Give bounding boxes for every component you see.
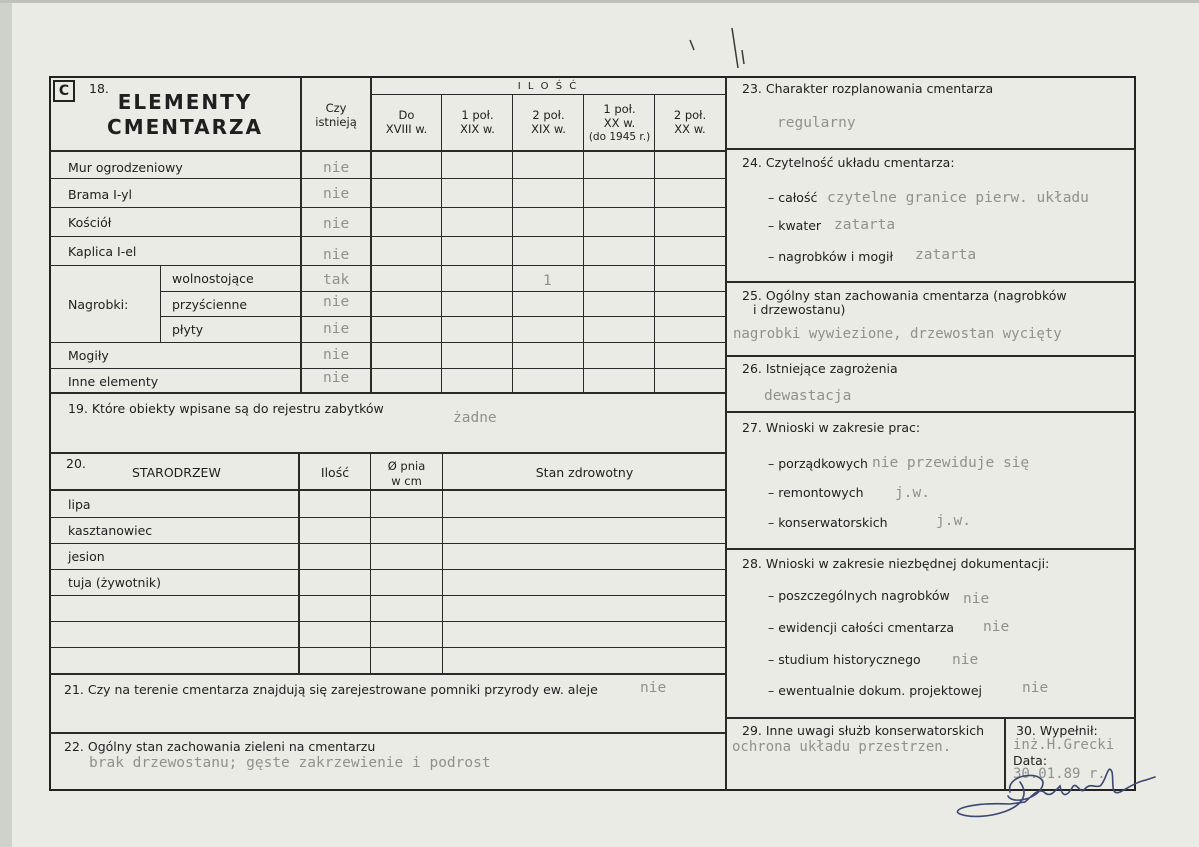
- col-do-xviii-1: Do: [398, 108, 415, 122]
- row-inne: Inne elementy: [68, 374, 159, 389]
- s18-vline-czy: [300, 76, 302, 392]
- s27-bottom-line: [726, 548, 1136, 550]
- s20-vline-3: [442, 452, 443, 674]
- s18-bottom-line: [49, 392, 726, 394]
- s20-vline-1: [298, 452, 300, 674]
- val-mogily: nie: [323, 347, 350, 363]
- s28-item-label: – poszczególnych nagrobków: [768, 588, 950, 603]
- s18-row-line: [49, 265, 726, 266]
- s21-bottom-line: [49, 732, 726, 734]
- s18-num: 18.: [89, 81, 109, 96]
- row-wolnostojace: wolnostojące: [172, 271, 254, 286]
- s18-row-line: [160, 316, 726, 317]
- s19-bottom-line: [49, 452, 726, 454]
- s29-value: ochrona układu przestrzen.: [732, 739, 952, 755]
- col-1pol-xx-1: 1 poł.: [603, 102, 636, 116]
- s18-row-line: [49, 207, 726, 208]
- s29-label: 29. Inne uwagi służb konserwatorskich: [742, 723, 984, 738]
- val-plyty: nie: [323, 321, 350, 337]
- val-kosciol: nie: [323, 216, 350, 232]
- s26-value: dewastacja: [764, 388, 852, 404]
- s18-row-line: [49, 178, 726, 179]
- s18-vline-1: [441, 94, 442, 392]
- s30-label: 30. Wypełnił:: [1016, 723, 1098, 738]
- col-1pol-xix-1: 1 poł.: [461, 108, 494, 122]
- s28-item-value: nie: [963, 591, 990, 607]
- s20-header-line: [49, 489, 726, 491]
- col-tree-stan: Stan zdrowotny: [535, 465, 634, 480]
- tree-kasztanowiec: kasztanowiec: [68, 523, 153, 538]
- s20-title: STARODRZEW: [132, 465, 221, 480]
- s27-rem-value: j.w.: [895, 485, 930, 501]
- col-1pol-xx-2: XX w.: [603, 116, 636, 130]
- s24-label: 24. Czytelność układu cmentarza:: [742, 155, 955, 170]
- s27-label: 27. Wnioski w zakresie prac:: [742, 420, 921, 435]
- s18-ilosc-line: [370, 94, 726, 95]
- col-czy-2: istnieją: [315, 115, 357, 129]
- row-kosciol: Kościół: [68, 215, 112, 230]
- val-kaplica: nie: [323, 247, 350, 263]
- val-mur: nie: [323, 160, 350, 176]
- s26-bottom-line: [726, 411, 1136, 413]
- s27-porz-value: nie przewiduje się: [872, 455, 1030, 471]
- s28-item-value: nie: [952, 652, 979, 668]
- col-2pol-xx-2: XX w.: [674, 122, 706, 136]
- s20-vline-2: [370, 452, 371, 674]
- s20-num: 20.: [66, 456, 86, 471]
- s18-row-line: [49, 368, 726, 369]
- s23-label: 23. Charakter rozplanowania cmentarza: [742, 81, 994, 96]
- s18-row-line: [160, 291, 726, 292]
- row-mur: Mur ogrodzeniowy: [68, 160, 183, 175]
- s24-nagrobkow-label: – nagrobków i mogił: [768, 249, 894, 264]
- s18-row-line: [49, 236, 726, 237]
- s18-vline-3: [583, 94, 584, 392]
- s20-row-line: [49, 595, 726, 596]
- s20-row-line: [49, 517, 726, 518]
- row-plyty: płyty: [172, 322, 204, 337]
- s22-value: brak drzewostanu; gęste zakrzewienie i podrost: [89, 755, 491, 771]
- s28-item-label: – studium historycznego: [768, 652, 921, 667]
- s30-value: inż.H.Grecki: [1013, 737, 1115, 753]
- s28-bottom-line: [726, 717, 1136, 719]
- tree-tuja: tuja (żywotnik): [68, 575, 162, 590]
- s27-rem-label: – remontowych: [768, 485, 864, 500]
- main-divider: [725, 76, 727, 791]
- row-kaplica: Kaplica I-el: [68, 244, 137, 259]
- s21-label: 21. Czy na terenie cmentarza znajdują się zarejestrowane pomniki przyrody ew. aleje: [64, 682, 598, 697]
- col-do-xviii-2: XVIII w.: [385, 122, 428, 136]
- s21-value: nie: [640, 680, 667, 696]
- row-brama: Brama I-yl: [68, 187, 133, 202]
- s24-nagrobkow-value: zatarta: [915, 247, 977, 263]
- s23-bottom-line: [726, 148, 1136, 150]
- s27-porz-label: – porządkowych: [768, 456, 868, 471]
- s25-value: nagrobki wywiezione, drzewostan wycięty: [733, 326, 1062, 342]
- s25-label-2: i drzewostanu): [753, 302, 846, 317]
- paper-marks: [680, 20, 760, 80]
- s20-row-line: [49, 647, 726, 648]
- s24-kwater-value: zatarta: [834, 217, 896, 233]
- s26-label: 26. Istniejące zagrożenia: [742, 361, 898, 376]
- s24-bottom-line: [726, 281, 1136, 283]
- val-przyscienne: nie: [323, 294, 350, 310]
- s30-data-label: Data:: [1013, 753, 1048, 768]
- s19-value: żadne: [453, 410, 497, 426]
- s25-bottom-line: [726, 355, 1136, 357]
- s18-title-2: CMENTARZA: [107, 115, 263, 139]
- s18-header-line: [49, 150, 726, 152]
- paper-top-edge: [0, 0, 1199, 3]
- s18-row-line: [49, 342, 726, 343]
- s28-item-value: nie: [1022, 680, 1049, 696]
- s28-item-label: – ewidencji całości cmentarza: [768, 620, 955, 635]
- val-wolnostojace: tak: [323, 272, 350, 288]
- val-brama: nie: [323, 186, 350, 202]
- col-tree-ilosc: Ilość: [320, 465, 350, 480]
- val-wolnostojace-2pol-xix: 1: [543, 273, 552, 289]
- s18-nagrobki-vline: [160, 265, 161, 342]
- s18-title-1: ELEMENTY: [117, 90, 253, 114]
- col-2pol-xix-1: 2 poł.: [532, 108, 565, 122]
- s20-bottom-line: [49, 673, 726, 675]
- s30-data-value: 30.01.89 r.: [1013, 766, 1106, 782]
- s18-vline-do: [370, 76, 372, 392]
- s22-label: 22. Ogólny stan zachowania zieleni na cmentarzu: [64, 739, 376, 754]
- s23-value: regularny: [777, 115, 856, 131]
- col-2pol-xx-1: 2 poł.: [673, 108, 707, 122]
- s28-item-label: – ewentualnie dokum. projektowej: [768, 683, 983, 698]
- s28-label: 28. Wnioski w zakresie niezbędnej dokumentacji:: [742, 556, 1050, 571]
- val-inne: nie: [323, 370, 350, 386]
- s20-row-line: [49, 543, 726, 544]
- col-tree-pnia-2: w cm: [391, 474, 422, 488]
- s27-kons-label: – konserwatorskich: [768, 515, 888, 530]
- tree-lipa: lipa: [68, 497, 91, 512]
- row-nagrobki: Nagrobki:: [68, 297, 129, 312]
- s24-kwater-label: – kwater: [768, 218, 822, 233]
- col-czy-1: Czy: [325, 101, 347, 115]
- s20-row-line: [49, 569, 726, 570]
- s24-calosc-value: czytelne granice pierw. układu: [827, 190, 1089, 206]
- col-1pol-xx-3: (do 1945 r.): [588, 131, 651, 143]
- s19-label: 19. Które obiekty wpisane są do rejestru zabytków: [68, 401, 384, 416]
- s18-vline-4: [654, 94, 655, 392]
- col-1pol-xix-2: XIX w.: [460, 122, 495, 136]
- s28-item-value: nie: [983, 619, 1010, 635]
- s25-label-1: 25. Ogólny stan zachowania cmentarza (nagrobków: [742, 288, 1067, 303]
- s24-calosc-label: – całość: [768, 190, 818, 205]
- s20-row-line: [49, 621, 726, 622]
- s27-kons-value: j.w.: [936, 513, 971, 529]
- section-code-box: C: [53, 80, 75, 102]
- s18-vline-2: [512, 94, 513, 392]
- col-ilosc: I L O Ś Ć: [517, 81, 579, 92]
- col-tree-pnia-1: Ø pnia: [387, 459, 426, 473]
- tree-jesion: jesion: [68, 549, 105, 564]
- col-2pol-xix-2: XIX w.: [531, 122, 566, 136]
- row-przyscienne: przyścienne: [172, 297, 248, 312]
- signature: [950, 752, 1170, 824]
- paper-edge: [0, 0, 12, 847]
- row-mogily: Mogiły: [68, 348, 109, 363]
